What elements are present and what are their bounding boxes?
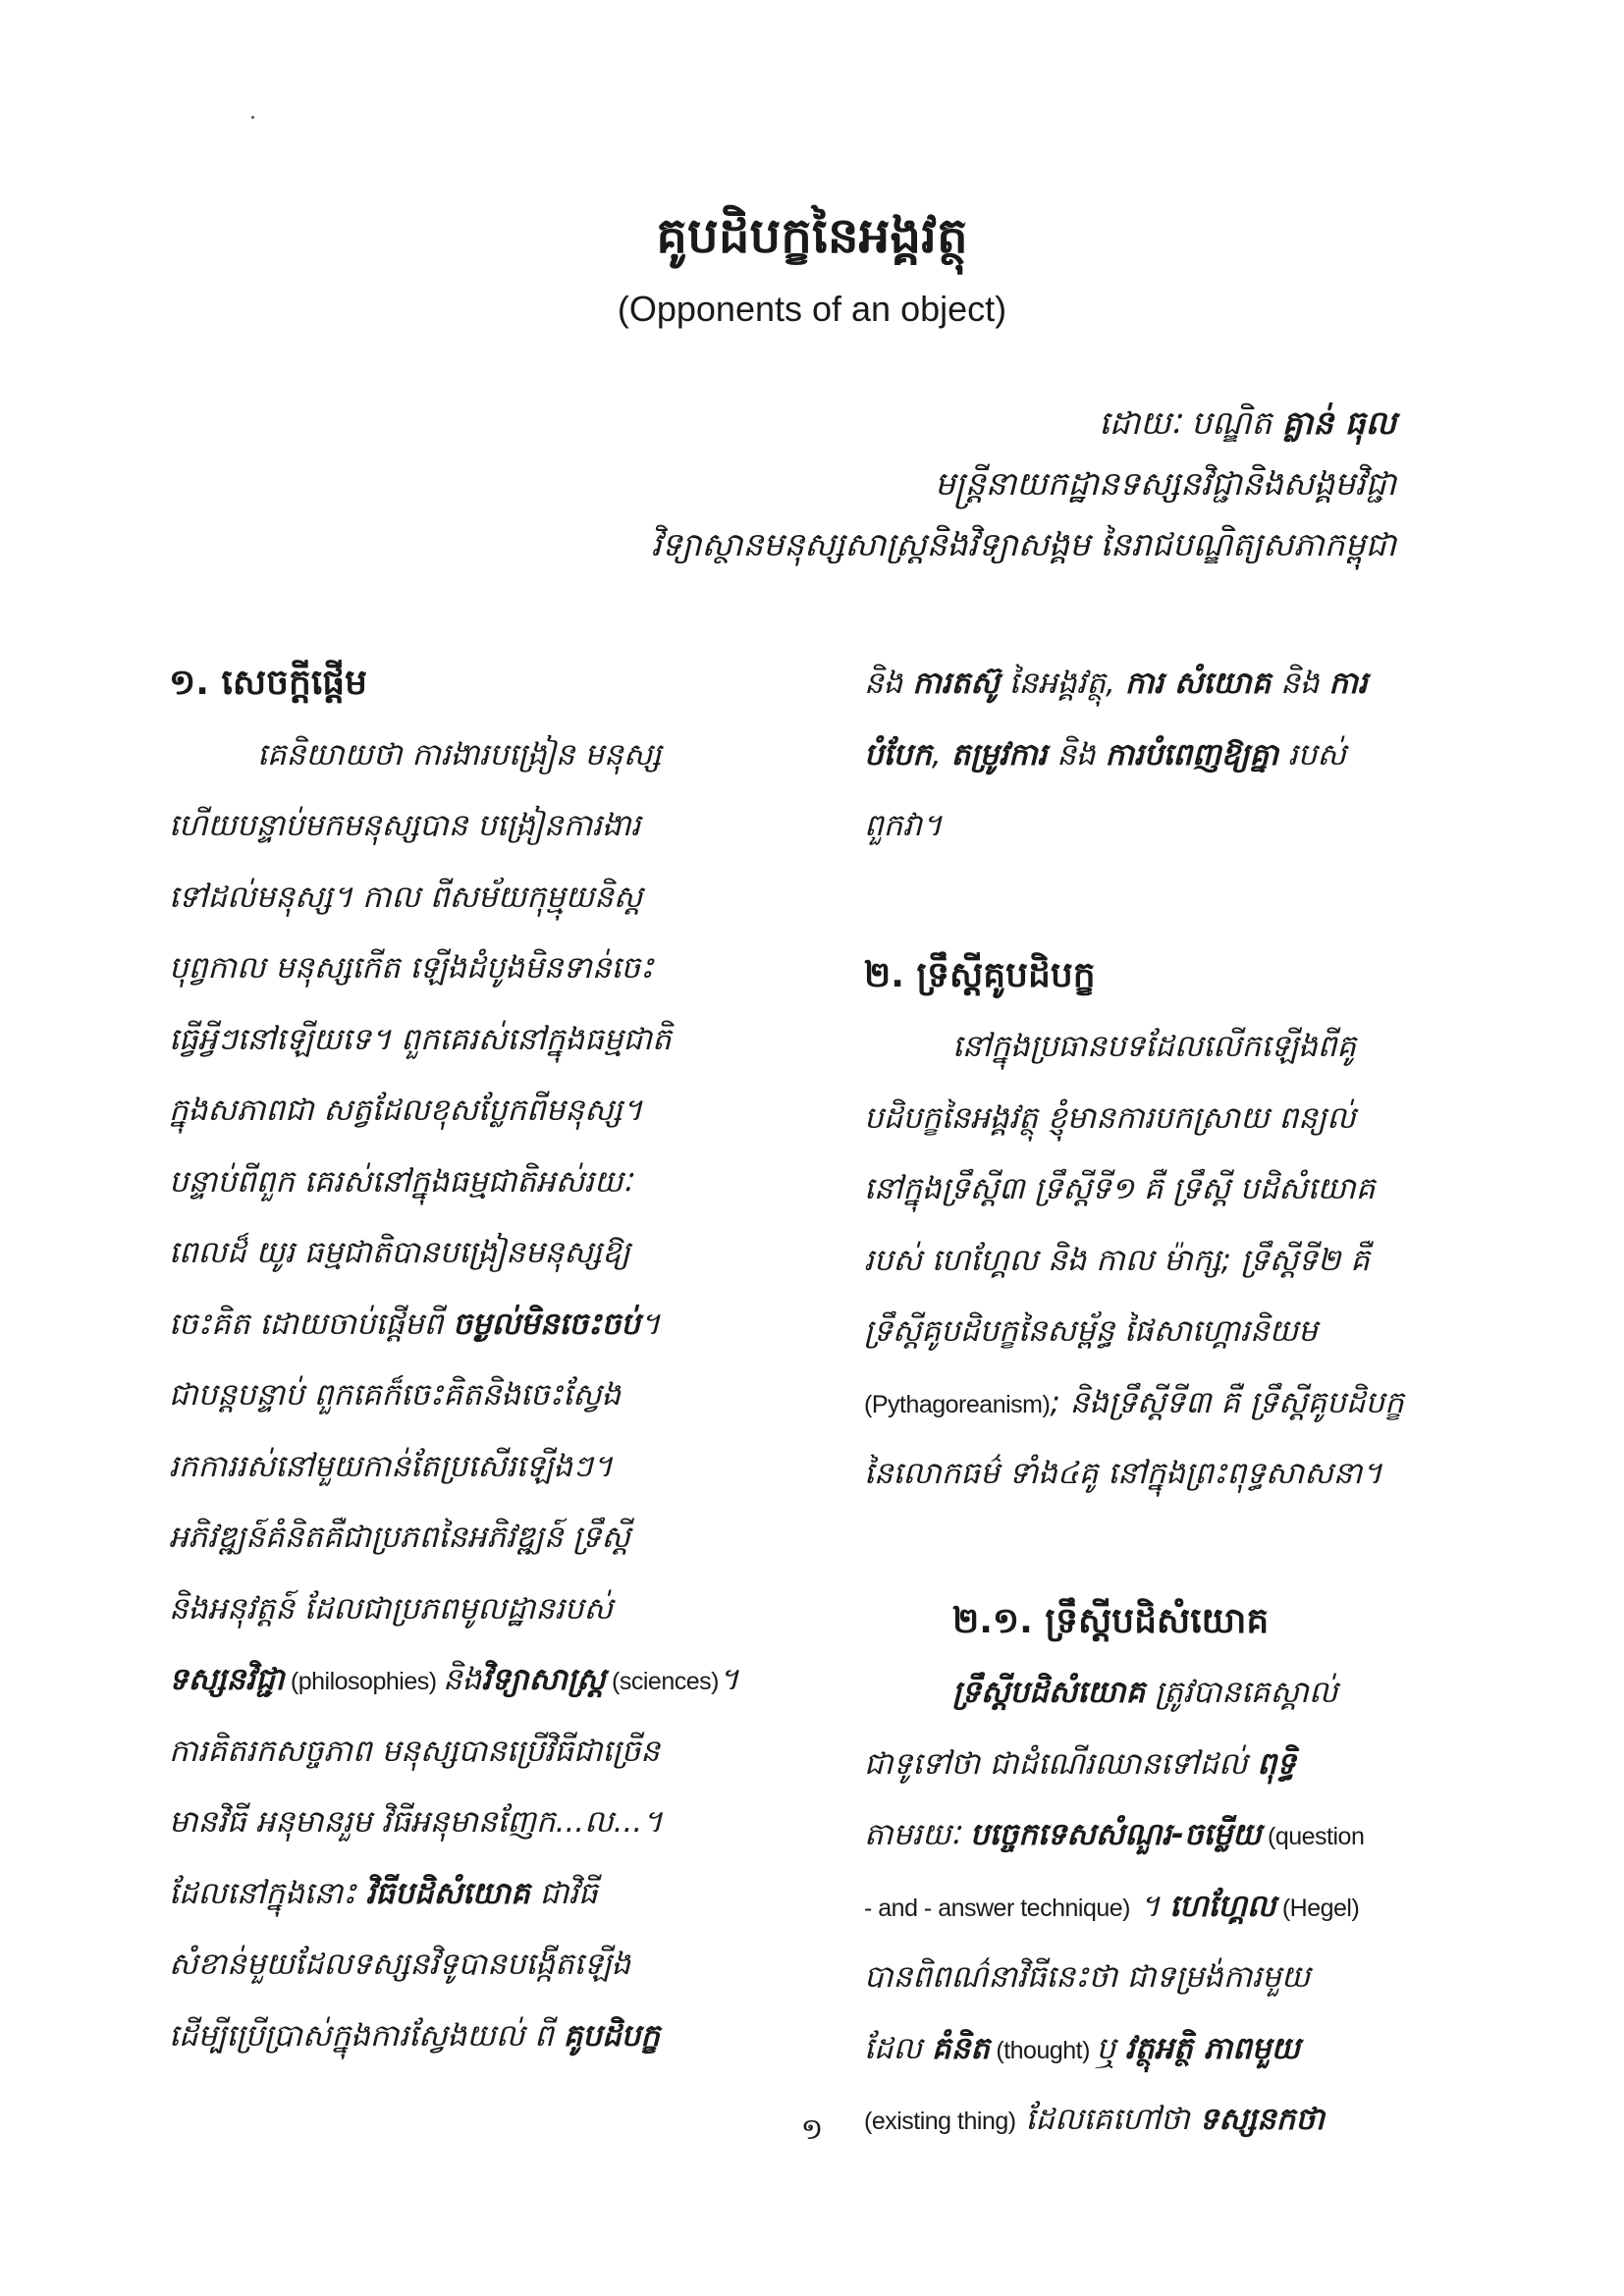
- text-line: ចេះគិត ដោយចាប់ផ្ដើមពី ចម្ងល់មិនចេះចប់។: [169, 1306, 661, 1342]
- text-line: បំបែក, តម្រូវការ និង ការបំពេញឱ្យគ្នា របស់: [864, 736, 1346, 773]
- page-subtitle: (Opponents of an object): [617, 289, 1007, 329]
- author-name: គ្លាន់ ធុល: [1281, 403, 1396, 442]
- term-bold: ហេហ្គែល: [1169, 1888, 1276, 1924]
- term-bold: គូបដិបក្ខ: [563, 2017, 660, 2054]
- text-line: មានវិធី អនុមានរួម វិធីអនុមានញែក...ល...។: [169, 1804, 663, 1840]
- text-line: ធ្វើអ្វីៗនៅឡើយទេ។ ពួកគេរស់នៅក្នុងធម្មជាតិ: [169, 1021, 672, 1057]
- section-gap: [864, 1510, 1473, 1586]
- byline-institute: វិទ្យាស្ថានមនុស្សសាស្ត្រនិងវិទ្យាសង្គម នៃរាជបណ្ឌិត្យសភាកម្ពុជា: [651, 525, 1396, 563]
- text-line: (Pythagoreanism); និងទ្រឹស្ដីទី៣ គឺ ទ្រឹស្ដីគូបដិបក្ខ: [864, 1384, 1404, 1420]
- term-bold: ទស្សនកថា: [1199, 2102, 1325, 2137]
- term-bold: វត្ថុអត្ថិ ភាពមួយ: [1124, 2030, 1300, 2066]
- text-line: ទ្រឹស្ដីបដិសំយោគ ត្រូវបានគេស្គាល់: [952, 1675, 1338, 1710]
- text-line: ពួកវា។: [864, 808, 943, 843]
- page-number: ១: [800, 2112, 824, 2147]
- text-line: ទស្សនវិជ្ជា (philosophies) និងវិទ្យាសាស្ត្រ (sciences)។: [169, 1662, 739, 1697]
- text-line: បដិបក្ខនៃអង្គវត្ថុ ខ្ញុំមានការបកស្រាយ ពន្យល់: [864, 1099, 1356, 1136]
- text-line: សំខាន់មួយដែលទស្សនវិទូបានបង្កើតឡើង: [169, 1947, 631, 1982]
- text-line: បានពិពណ៌នាវិធីនេះថា ជាទម្រង់ការមួយ: [864, 1959, 1311, 1995]
- page-title: គូបដិបក្ខនៃអង្គវត្ថុ: [656, 207, 968, 264]
- text-line: និងអនុវត្តន៍ ដែលជាប្រភពមូលដ្ឋានរបស់: [169, 1590, 613, 1627]
- text-line: និង ការតស៊ូ នៃអង្គវត្ថុ, ការ សំយោគ និង ការ: [864, 666, 1368, 701]
- text-line: ការគិតរកសច្ចភាព មនុស្សបានប្រើវិធីជាច្រើន: [169, 1733, 660, 1769]
- text-line: ដើម្បីប្រើប្រាស់ក្នុងការស្វែងយល់ ពី គូបដិបក្ខ: [169, 2017, 660, 2054]
- byline-author-line: ដោយៈ បណ្ឌិត គ្លាន់ ធុល: [1099, 403, 1396, 442]
- section-2-1-heading: ២.១. ទ្រឹស្ដីបដិសំយោគ: [952, 1600, 1270, 1641]
- section-1-heading: ១. សេចក្ដីផ្ដើម: [169, 663, 367, 703]
- left-column: [169, 648, 787, 2071]
- text-line: របស់ ហេហ្គែល និង កាល ម៉ាក្ស; ទ្រឹស្ដីទី២ គឺ: [864, 1242, 1370, 1278]
- text-line: នៅក្នុងប្រធានបទដែលលើកឡើងពីគូ: [952, 1029, 1357, 1064]
- text-line: (existing thing) ដែលគេហៅថា ទស្សនកថា: [864, 2102, 1325, 2137]
- term-bold: វិទ្យាសាស្ត្រ: [481, 1662, 606, 1697]
- text-line: បន្ទាប់ពីពួក គេរស់នៅក្នុងធម្មជាតិអស់រយៈ: [169, 1163, 632, 1200]
- text-line: បុព្វកាល មនុស្សកើត ឡើងដំបូងមិនទាន់ចេះ: [169, 950, 654, 986]
- text-line: គេនិយាយថា ការងារបង្រៀន មនុស្ស: [257, 736, 662, 773]
- text-line: នៅក្នុងទ្រឹស្ដី៣ ទ្រឹស្ដីទី១ គឺ ទ្រឹស្ដី បដិសំយោគ: [864, 1171, 1376, 1206]
- term-bold: គំនិត: [931, 2030, 990, 2066]
- byline-position: មន្ត្រីនាយកដ្ឋានទស្សនវិជ្ជានិងសង្គមវិជ្ជា: [934, 464, 1396, 503]
- text-line: តាមរយៈ បច្ចេកទេសសំណួរ-ចម្លើយ (question: [864, 1817, 1365, 1852]
- term-bold: វិធីបដិសំយោគ: [365, 1875, 530, 1911]
- term-bold: បច្ចេកទេសសំណួរ-ចម្លើយ: [969, 1817, 1262, 1852]
- section-2-heading: ២. ទ្រឹស្ដីគូបដិបក្ខ: [864, 954, 1096, 995]
- text-line: រកការរស់នៅមួយកាន់តែប្រសើរឡើងៗ។: [169, 1448, 613, 1484]
- text-line: អភិវឌ្ឍន៍គំនិតគឺជាប្រភពនៃអភិវឌ្ឍន៍ ទ្រឹស្ដី: [169, 1520, 630, 1555]
- text-line: ដែល គំនិត (thought) ឬ វត្ថុអត្ថិ ភាពមួយ: [864, 2030, 1300, 2066]
- text-line: ដែលនៅក្នុងនោះ វិធីបដិសំយោគ ជាវិធី: [169, 1875, 598, 1911]
- text-line: - and - answer technique) ។ ហេហ្គែល (Hegel): [864, 1888, 1360, 1924]
- byline: [316, 393, 1396, 575]
- stray-dot: [251, 116, 254, 119]
- text-line: ពេលដ៏ យូរ ធម្មជាតិបានបង្រៀនមនុស្សឱ្យ: [169, 1235, 630, 1270]
- term-bold: ទស្សនវិជ្ជា: [169, 1662, 285, 1697]
- text-line: ជាបន្តបន្ទាប់ ពួកគេក៏ចេះគិតនិងចេះស្វែង: [169, 1377, 622, 1413]
- term-bold: ពុទ្ធិ: [1257, 1745, 1296, 1782]
- text-line: ជាទូទៅថា ជាដំណើរឈានទៅដល់ ពុទ្ធិ: [864, 1745, 1296, 1782]
- text-line: នៃលោកធម៌ ទាំង៤គូ នៅក្នុងព្រះពុទ្ធសាសនា។: [864, 1456, 1382, 1491]
- text-line: ទ្រឹស្ដីគូបដិបក្ខនៃសម្ព័ន្ធ ផៃសាហ្គោរនិយម: [864, 1313, 1318, 1349]
- term-bold: ចម្ងល់មិនចេះចប់: [453, 1306, 640, 1342]
- text-line: ទៅដល់មនុស្ស។ កាល ពីសម័យកុម្មុយនិស្ត: [169, 879, 643, 915]
- right-column: [864, 648, 1473, 2156]
- section-gap: [864, 862, 1473, 940]
- text-line: ហើយបន្ទាប់មកមនុស្សបាន បង្រៀនការងារ: [169, 808, 641, 843]
- term-bold: ទ្រឹស្ដីបដិសំយោគ: [952, 1675, 1146, 1710]
- text-line: ក្នុងសភាពជា សត្វដែលខុសប្លែកពីមនុស្ស។: [169, 1093, 643, 1128]
